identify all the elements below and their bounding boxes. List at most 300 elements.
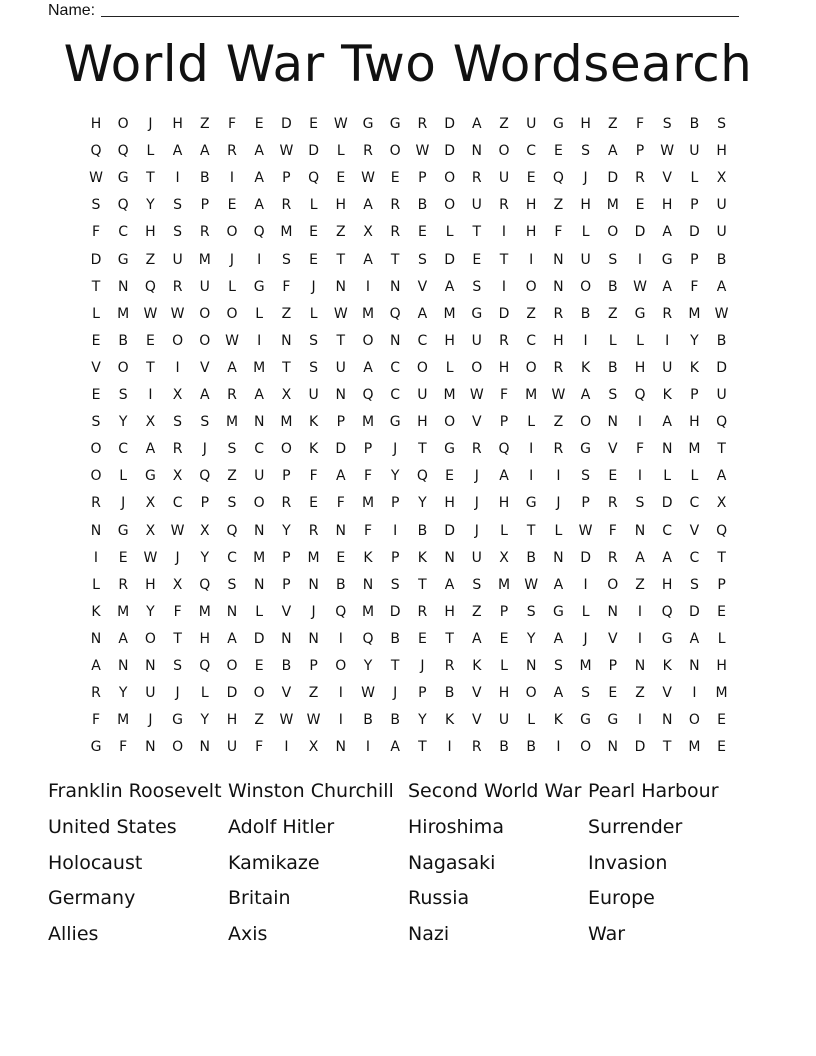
grid-cell[interactable]: Q bbox=[253, 224, 265, 241]
grid-cell[interactable]: B bbox=[689, 116, 700, 132]
grid-cell[interactable]: R bbox=[308, 522, 319, 539]
grid-cell[interactable]: U bbox=[254, 468, 265, 485]
grid-cell[interactable]: E bbox=[227, 197, 237, 214]
grid-cell[interactable]: M bbox=[715, 685, 728, 702]
grid-cell[interactable]: T bbox=[499, 251, 509, 268]
grid-cell[interactable]: D bbox=[444, 251, 455, 268]
grid-cell[interactable]: T bbox=[336, 251, 346, 268]
grid-cell[interactable]: B bbox=[118, 332, 128, 349]
grid-cell[interactable]: H bbox=[525, 224, 537, 241]
grid-cell[interactable]: E bbox=[309, 224, 319, 241]
grid-cell[interactable]: U bbox=[471, 197, 482, 214]
grid-cell[interactable]: T bbox=[146, 359, 155, 376]
grid-cell[interactable]: N bbox=[471, 143, 483, 160]
grid-cell[interactable]: A bbox=[662, 224, 672, 241]
grid-cell[interactable]: D bbox=[444, 522, 455, 539]
grid-cell[interactable]: H bbox=[498, 495, 510, 512]
grid-cell[interactable]: T bbox=[173, 630, 182, 647]
grid-cell[interactable]: D bbox=[607, 170, 619, 187]
grid-cell[interactable]: A bbox=[716, 468, 727, 485]
grid-cell[interactable]: B bbox=[335, 576, 346, 593]
grid-cell[interactable]: B bbox=[417, 522, 428, 539]
grid-cell[interactable]: L bbox=[554, 522, 563, 539]
grid-cell[interactable]: R bbox=[499, 332, 509, 349]
grid-cell[interactable]: S bbox=[173, 224, 183, 241]
grid-cell[interactable]: R bbox=[281, 495, 292, 512]
grid-cell[interactable]: K bbox=[91, 603, 101, 620]
grid-cell[interactable]: L bbox=[309, 305, 318, 322]
grid-cell[interactable]: Q bbox=[389, 305, 401, 322]
grid-cell[interactable]: R bbox=[281, 197, 292, 214]
grid-cell[interactable]: A bbox=[662, 278, 672, 295]
grid-cell[interactable]: M bbox=[225, 414, 239, 431]
grid-cell[interactable]: B bbox=[716, 251, 727, 268]
grid-cell[interactable]: O bbox=[253, 685, 265, 702]
grid-cell[interactable]: E bbox=[635, 197, 645, 214]
grid-cell[interactable]: N bbox=[389, 332, 401, 349]
grid-cell[interactable]: R bbox=[390, 197, 401, 214]
grid-cell[interactable]: F bbox=[499, 387, 509, 403]
grid-cell[interactable]: U bbox=[526, 116, 537, 132]
grid-cell[interactable]: V bbox=[472, 685, 482, 702]
grid-cell[interactable]: S bbox=[717, 116, 727, 132]
grid-cell[interactable]: M bbox=[606, 197, 619, 214]
grid-cell[interactable]: I bbox=[229, 170, 235, 187]
grid-cell[interactable]: T bbox=[445, 630, 454, 647]
grid-cell[interactable]: J bbox=[175, 549, 180, 566]
grid-cell[interactable]: V bbox=[91, 359, 101, 376]
grid-cell[interactable]: X bbox=[145, 414, 156, 431]
grid-cell[interactable]: I bbox=[284, 739, 289, 756]
grid-cell[interactable]: S bbox=[309, 359, 319, 376]
grid-cell[interactable]: B bbox=[390, 630, 400, 647]
grid-cell[interactable]: S bbox=[227, 441, 237, 458]
grid-cell[interactable]: R bbox=[471, 739, 482, 756]
grid-cell[interactable]: A bbox=[254, 197, 264, 214]
grid-cell[interactable]: E bbox=[553, 143, 563, 160]
grid-cell[interactable]: L bbox=[200, 685, 209, 702]
grid-cell[interactable]: Z bbox=[526, 305, 536, 322]
grid-cell[interactable]: D bbox=[226, 685, 238, 702]
grid-cell[interactable]: G bbox=[552, 603, 564, 620]
grid-cell[interactable]: N bbox=[661, 441, 673, 458]
grid-cell[interactable]: D bbox=[580, 549, 591, 566]
grid-cell[interactable]: C bbox=[689, 549, 700, 566]
grid-cell[interactable]: P bbox=[635, 143, 645, 160]
grid-cell[interactable]: W bbox=[361, 170, 375, 187]
grid-cell[interactable]: H bbox=[498, 359, 510, 376]
grid-cell[interactable]: T bbox=[418, 739, 427, 756]
grid-cell[interactable]: F bbox=[690, 278, 699, 295]
grid-cell[interactable]: D bbox=[90, 251, 102, 268]
grid-cell[interactable]: R bbox=[471, 170, 482, 187]
grid-cell[interactable]: Z bbox=[145, 251, 156, 268]
grid-cell[interactable]: V bbox=[662, 685, 672, 702]
grid-cell[interactable]: P bbox=[581, 495, 590, 512]
grid-cell[interactable]: S bbox=[581, 468, 591, 485]
grid-cell[interactable]: J bbox=[420, 658, 425, 674]
grid-cell[interactable]: D bbox=[634, 739, 646, 756]
grid-cell[interactable]: N bbox=[525, 658, 537, 674]
grid-cell[interactable]: S bbox=[472, 278, 482, 295]
name-field[interactable] bbox=[48, 0, 748, 20]
grid-cell[interactable]: D bbox=[689, 603, 700, 620]
grid-cell[interactable]: N bbox=[308, 576, 319, 593]
grid-cell[interactable]: B bbox=[580, 305, 591, 322]
grid-cell[interactable]: I bbox=[175, 359, 180, 376]
grid-cell[interactable]: V bbox=[281, 685, 292, 702]
name-underline[interactable] bbox=[101, 15, 739, 17]
grid-cell[interactable]: E bbox=[608, 468, 618, 485]
grid-cell[interactable]: I bbox=[338, 630, 343, 647]
grid-cell[interactable]: W bbox=[89, 170, 103, 187]
grid-cell[interactable]: P bbox=[690, 387, 699, 403]
grid-cell[interactable]: E bbox=[472, 251, 482, 268]
grid-cell[interactable]: Q bbox=[308, 170, 320, 187]
grid-cell[interactable]: O bbox=[199, 332, 211, 349]
grid-cell[interactable]: Z bbox=[553, 414, 564, 431]
grid-cell[interactable]: X bbox=[499, 549, 509, 566]
grid-cell[interactable]: N bbox=[553, 251, 564, 268]
grid-cell[interactable]: R bbox=[553, 305, 564, 322]
grid-cell[interactable]: U bbox=[172, 251, 183, 268]
grid-cell[interactable]: Q bbox=[117, 197, 129, 214]
grid-cell[interactable]: I bbox=[93, 549, 99, 566]
grid-cell[interactable]: N bbox=[634, 658, 646, 674]
grid-cell[interactable]: P bbox=[418, 170, 427, 187]
grid-cell[interactable]: B bbox=[390, 712, 400, 729]
grid-cell[interactable]: L bbox=[717, 630, 726, 647]
grid-cell[interactable]: I bbox=[529, 468, 534, 485]
grid-cell[interactable]: O bbox=[444, 170, 456, 187]
grid-cell[interactable]: R bbox=[227, 143, 237, 160]
grid-cell[interactable]: H bbox=[716, 143, 727, 160]
grid-cell[interactable]: J bbox=[202, 441, 207, 458]
grid-cell[interactable]: U bbox=[716, 197, 727, 214]
grid-cell[interactable]: F bbox=[173, 603, 182, 620]
grid-cell[interactable]: E bbox=[417, 630, 427, 647]
grid-cell[interactable]: B bbox=[607, 359, 618, 376]
grid-cell[interactable]: K bbox=[363, 549, 373, 566]
grid-cell[interactable]: N bbox=[226, 603, 238, 620]
grid-cell[interactable]: I bbox=[365, 278, 371, 295]
grid-cell[interactable]: I bbox=[583, 332, 588, 349]
grid-cell[interactable]: C bbox=[417, 332, 428, 349]
grid-cell[interactable]: Z bbox=[635, 685, 645, 702]
grid-cell[interactable]: Y bbox=[282, 522, 291, 539]
grid-cell[interactable]: Z bbox=[635, 576, 645, 593]
grid-cell[interactable]: R bbox=[607, 549, 618, 566]
grid-cell[interactable]: Q bbox=[335, 603, 347, 620]
grid-cell[interactable]: U bbox=[335, 359, 346, 376]
grid-cell[interactable]: B bbox=[526, 549, 536, 566]
grid-cell[interactable]: V bbox=[608, 441, 618, 458]
grid-cell[interactable]: F bbox=[227, 116, 237, 132]
grid-cell[interactable]: N bbox=[308, 630, 319, 647]
grid-cell[interactable]: E bbox=[445, 468, 455, 485]
grid-cell[interactable]: G bbox=[389, 414, 401, 431]
grid-cell[interactable]: I bbox=[148, 387, 153, 403]
grid-cell[interactable]: C bbox=[390, 359, 401, 376]
grid-cell[interactable]: A bbox=[662, 414, 672, 431]
grid-cell[interactable]: S bbox=[173, 197, 183, 214]
grid-cell[interactable]: J bbox=[121, 495, 126, 512]
grid-cell[interactable]: N bbox=[199, 739, 211, 756]
grid-cell[interactable]: C bbox=[390, 387, 401, 403]
grid-cell[interactable]: R bbox=[91, 685, 101, 702]
grid-cell[interactable]: O bbox=[444, 414, 456, 431]
grid-cell[interactable]: Q bbox=[552, 170, 564, 187]
grid-cell[interactable]: E bbox=[717, 603, 727, 620]
grid-cell[interactable]: S bbox=[581, 685, 591, 702]
grid-cell[interactable]: M bbox=[443, 387, 456, 403]
grid-cell[interactable]: G bbox=[117, 251, 129, 268]
grid-cell[interactable]: C bbox=[526, 143, 537, 160]
grid-cell[interactable]: C bbox=[118, 224, 129, 241]
grid-cell[interactable]: V bbox=[608, 630, 618, 647]
grid-cell[interactable]: J bbox=[393, 441, 398, 458]
grid-cell[interactable]: Y bbox=[200, 712, 210, 729]
grid-cell[interactable]: L bbox=[636, 332, 644, 349]
grid-cell[interactable]: M bbox=[198, 251, 211, 268]
grid-cell[interactable]: C bbox=[118, 441, 129, 458]
grid-cell[interactable]: R bbox=[499, 197, 509, 214]
grid-cell[interactable]: F bbox=[91, 224, 101, 241]
grid-cell[interactable]: T bbox=[526, 522, 536, 539]
grid-cell[interactable]: E bbox=[118, 549, 128, 566]
grid-cell[interactable]: D bbox=[253, 630, 265, 647]
grid-cell[interactable]: G bbox=[552, 116, 564, 132]
grid-cell[interactable]: N bbox=[553, 549, 564, 566]
grid-cell[interactable]: L bbox=[336, 143, 345, 160]
grid-cell[interactable]: Q bbox=[117, 143, 129, 160]
grid-cell[interactable]: F bbox=[282, 278, 291, 295]
grid-cell[interactable]: Q bbox=[416, 468, 428, 485]
grid-cell[interactable]: F bbox=[309, 468, 318, 485]
grid-cell[interactable]: I bbox=[338, 685, 343, 702]
grid-cell[interactable]: M bbox=[117, 603, 130, 620]
grid-cell[interactable]: S bbox=[118, 387, 128, 403]
grid-cell[interactable]: T bbox=[717, 441, 726, 458]
grid-cell[interactable]: L bbox=[500, 658, 508, 674]
grid-cell[interactable]: U bbox=[471, 549, 482, 566]
grid-cell[interactable]: M bbox=[253, 549, 266, 566]
grid-cell[interactable]: B bbox=[499, 739, 509, 756]
grid-cell[interactable]: Q bbox=[716, 522, 728, 539]
grid-cell[interactable]: D bbox=[661, 495, 673, 512]
grid-cell[interactable]: I bbox=[556, 468, 561, 485]
grid-cell[interactable]: L bbox=[527, 712, 536, 729]
grid-cell[interactable]: P bbox=[390, 549, 400, 566]
grid-cell[interactable]: Q bbox=[716, 414, 728, 431]
grid-cell[interactable]: R bbox=[417, 603, 428, 620]
grid-cell[interactable]: N bbox=[607, 739, 619, 756]
grid-cell[interactable]: S bbox=[227, 495, 237, 512]
grid-cell[interactable]: A bbox=[227, 630, 237, 647]
grid-cell[interactable]: E bbox=[91, 332, 101, 349]
grid-cell[interactable]: N bbox=[634, 522, 646, 539]
grid-cell[interactable]: S bbox=[200, 414, 210, 431]
grid-cell[interactable]: O bbox=[226, 305, 238, 322]
grid-cell[interactable]: X bbox=[200, 522, 210, 539]
grid-cell[interactable]: O bbox=[580, 414, 592, 431]
grid-cell[interactable]: E bbox=[717, 739, 727, 756]
grid-cell[interactable]: A bbox=[254, 170, 264, 187]
grid-cell[interactable]: S bbox=[581, 143, 591, 160]
grid-cell[interactable]: T bbox=[390, 658, 400, 674]
grid-cell[interactable]: A bbox=[145, 441, 156, 458]
grid-cell[interactable]: M bbox=[361, 414, 375, 431]
grid-cell[interactable]: A bbox=[716, 278, 727, 295]
grid-cell[interactable]: W bbox=[333, 116, 348, 132]
grid-cell[interactable]: C bbox=[254, 441, 265, 458]
grid-cell[interactable]: M bbox=[361, 305, 375, 322]
grid-cell[interactable]: H bbox=[689, 414, 700, 431]
grid-cell[interactable]: R bbox=[172, 278, 183, 295]
grid-cell[interactable]: B bbox=[526, 739, 536, 756]
grid-cell[interactable]: G bbox=[362, 116, 374, 132]
grid-cell[interactable]: Q bbox=[226, 522, 238, 539]
grid-cell[interactable]: O bbox=[416, 359, 428, 376]
grid-cell[interactable]: R bbox=[199, 224, 210, 241]
grid-cell[interactable]: V bbox=[417, 278, 428, 295]
grid-cell[interactable]: F bbox=[336, 495, 345, 512]
grid-cell[interactable]: S bbox=[91, 414, 101, 431]
grid-cell[interactable]: T bbox=[472, 224, 482, 241]
grid-cell[interactable]: M bbox=[280, 224, 293, 241]
grid-cell[interactable]: V bbox=[281, 603, 292, 620]
grid-cell[interactable]: E bbox=[526, 170, 536, 187]
grid-cell[interactable]: P bbox=[717, 576, 726, 593]
grid-cell[interactable]: K bbox=[662, 387, 672, 403]
grid-cell[interactable]: I bbox=[583, 576, 588, 593]
grid-cell[interactable]: J bbox=[311, 278, 316, 295]
grid-cell[interactable]: O bbox=[172, 739, 184, 756]
grid-cell[interactable]: O bbox=[226, 224, 238, 241]
grid-cell[interactable]: F bbox=[635, 441, 645, 458]
grid-cell[interactable]: Q bbox=[199, 658, 211, 674]
grid-cell[interactable]: B bbox=[281, 658, 292, 674]
grid-cell[interactable]: P bbox=[499, 414, 509, 431]
grid-cell[interactable]: Q bbox=[634, 387, 646, 403]
grid-cell[interactable]: G bbox=[471, 305, 483, 322]
grid-cell[interactable]: Z bbox=[308, 685, 319, 702]
grid-cell[interactable]: I bbox=[529, 251, 534, 268]
grid-cell[interactable]: X bbox=[172, 387, 183, 403]
grid-cell[interactable]: E bbox=[309, 495, 319, 512]
grid-cell[interactable]: T bbox=[390, 251, 400, 268]
grid-cell[interactable]: M bbox=[280, 414, 293, 431]
grid-cell[interactable]: D bbox=[634, 224, 646, 241]
grid-cell[interactable]: I bbox=[637, 414, 643, 431]
grid-cell[interactable]: J bbox=[229, 251, 235, 268]
grid-cell[interactable]: Q bbox=[199, 576, 211, 593]
grid-cell[interactable]: U bbox=[689, 143, 700, 160]
grid-cell[interactable]: F bbox=[554, 224, 563, 241]
grid-cell[interactable]: Z bbox=[472, 603, 482, 620]
grid-cell[interactable]: A bbox=[363, 197, 373, 214]
grid-cell[interactable]: K bbox=[553, 712, 563, 729]
grid-cell[interactable]: S bbox=[526, 603, 536, 620]
grid-cell[interactable]: O bbox=[580, 278, 592, 295]
grid-cell[interactable]: J bbox=[556, 495, 561, 512]
grid-cell[interactable]: X bbox=[716, 495, 727, 512]
grid-cell[interactable]: I bbox=[175, 170, 180, 187]
grid-cell[interactable]: L bbox=[255, 603, 264, 620]
grid-cell[interactable]: E bbox=[608, 685, 618, 702]
grid-cell[interactable]: Y bbox=[690, 332, 699, 349]
grid-cell[interactable]: P bbox=[418, 685, 427, 702]
grid-cell[interactable]: G bbox=[144, 468, 156, 485]
grid-cell[interactable]: W bbox=[361, 685, 375, 702]
grid-cell[interactable]: A bbox=[635, 549, 645, 566]
grid-cell[interactable]: I bbox=[692, 685, 697, 702]
grid-cell[interactable]: J bbox=[148, 712, 153, 729]
grid-cell[interactable]: B bbox=[199, 170, 210, 187]
grid-cell[interactable]: O bbox=[172, 332, 184, 349]
grid-cell[interactable]: N bbox=[253, 522, 265, 539]
grid-cell[interactable]: V bbox=[689, 522, 700, 539]
grid-cell[interactable]: U bbox=[716, 224, 727, 241]
grid-cell[interactable]: U bbox=[417, 387, 428, 403]
grid-cell[interactable]: G bbox=[661, 251, 673, 268]
grid-cell[interactable]: I bbox=[257, 332, 262, 349]
grid-cell[interactable]: J bbox=[583, 170, 588, 187]
grid-cell[interactable]: B bbox=[607, 278, 618, 295]
grid-cell[interactable]: N bbox=[90, 630, 102, 647]
grid-cell[interactable]: O bbox=[253, 495, 265, 512]
grid-cell[interactable]: O bbox=[471, 359, 483, 376]
grid-cell[interactable]: I bbox=[637, 251, 643, 268]
grid-cell[interactable]: P bbox=[690, 197, 699, 214]
grid-cell[interactable]: F bbox=[608, 522, 617, 539]
grid-cell[interactable]: Q bbox=[362, 387, 374, 403]
grid-cell[interactable]: A bbox=[417, 305, 428, 322]
grid-cell[interactable]: H bbox=[172, 116, 183, 132]
grid-cell[interactable]: W bbox=[143, 305, 158, 322]
grid-cell[interactable]: U bbox=[226, 739, 238, 756]
grid-cell[interactable]: F bbox=[635, 116, 645, 132]
grid-cell[interactable]: L bbox=[663, 468, 672, 485]
grid-cell[interactable]: N bbox=[335, 387, 347, 403]
grid-cell[interactable]: W bbox=[170, 522, 185, 539]
grid-cell[interactable]: S bbox=[91, 197, 101, 214]
grid-cell[interactable]: U bbox=[498, 170, 510, 187]
grid-cell[interactable]: O bbox=[525, 359, 537, 376]
grid-cell[interactable]: A bbox=[390, 739, 400, 756]
grid-cell[interactable]: R bbox=[635, 170, 645, 187]
grid-cell[interactable]: P bbox=[309, 658, 318, 674]
grid-cell[interactable]: O bbox=[688, 712, 700, 729]
grid-cell[interactable]: O bbox=[389, 143, 401, 160]
grid-cell[interactable]: E bbox=[91, 387, 101, 403]
grid-cell[interactable]: E bbox=[336, 549, 346, 566]
grid-cell[interactable]: A bbox=[118, 630, 128, 647]
grid-cell[interactable]: U bbox=[662, 359, 673, 376]
grid-cell[interactable]: W bbox=[225, 332, 239, 349]
grid-cell[interactable]: R bbox=[91, 495, 101, 512]
grid-cell[interactable]: Z bbox=[608, 116, 618, 132]
grid-cell[interactable]: B bbox=[363, 712, 373, 729]
grid-cell[interactable]: K bbox=[309, 414, 319, 431]
grid-cell[interactable]: N bbox=[117, 278, 129, 295]
grid-cell[interactable]: T bbox=[146, 170, 155, 187]
grid-cell[interactable]: N bbox=[335, 278, 347, 295]
grid-cell[interactable]: S bbox=[635, 495, 645, 512]
grid-cell[interactable]: S bbox=[553, 658, 563, 674]
grid-cell[interactable]: A bbox=[200, 387, 210, 403]
grid-cell[interactable]: R bbox=[390, 224, 401, 241]
